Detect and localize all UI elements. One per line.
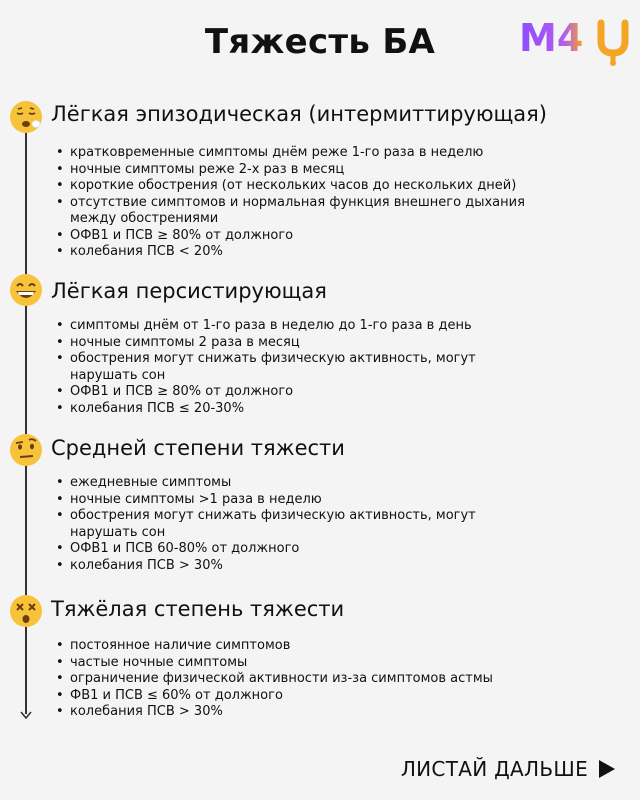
swipe-next-label: ЛИСТАЙ ДАЛЬШЕ	[400, 757, 588, 781]
list-item: • кратковременные симптомы днём реже 1-го раза в неделю	[52, 145, 532, 162]
play-arrow-icon	[598, 759, 616, 779]
section-heading: Средней степени тяжести	[51, 436, 345, 460]
list-item: • короткие обострения (от нескольких часов до нескольких дней)	[52, 178, 532, 195]
page-title: Тяжесть БА	[204, 22, 436, 62]
symptom-list	[52, 318, 532, 417]
list-item: • ОФВ1 и ПСВ ≥ 80% от должного	[52, 228, 532, 245]
list-item: • колебания ПСВ > 30%	[52, 704, 532, 721]
list-item: • ОФВ1 и ПСВ ≥ 80% от должного	[52, 384, 532, 401]
symptom-list	[52, 475, 532, 574]
list-item: • ночные симптомы реже 2-х раз в месяц	[52, 162, 532, 179]
symptom-list	[52, 638, 532, 721]
svg-text:M4: M4	[519, 16, 584, 60]
list-item: • частые ночные симптомы	[52, 655, 532, 672]
timeline-arrow-icon	[20, 708, 32, 720]
grinning-face-icon	[9, 273, 43, 307]
section-heading: Лёгкая эпизодическая (интермиттирующая)	[51, 102, 547, 126]
swipe-next-button[interactable]	[401, 757, 616, 781]
sleepy-face-icon	[9, 100, 43, 134]
list-item: • ОФВ1 и ПСВ 60-80% от должного	[52, 541, 532, 558]
list-item: • ФВ1 и ПСВ ≤ 60% от должного	[52, 688, 532, 705]
symptom-list	[52, 145, 532, 261]
list-item: • обострения могут снижать физическую активность, могут нарушать сон	[52, 351, 532, 384]
section-heading: Тяжёлая степень тяжести	[51, 597, 345, 621]
list-item: • обострения могут снижать физическую активность, могут нарушать сон	[52, 508, 532, 541]
list-item: • ограничение физической активности из-за симптомов астмы	[52, 671, 532, 688]
list-item: • отсутствие симптомов и нормальная функция внешнего дыхания между обострениями	[52, 195, 532, 228]
list-item: • симптомы днём от 1-го раза в неделю до 1-го раза в день	[52, 318, 532, 335]
list-item: • ежедневные симптомы	[52, 475, 532, 492]
section-heading: Лёгкая персистирующая	[51, 279, 327, 303]
dizzy-face-icon	[9, 594, 43, 628]
list-item: • колебания ПСВ > 30%	[52, 558, 532, 575]
list-item: • ночные симптомы >1 раза в неделю	[52, 492, 532, 509]
list-item: • колебания ПСВ < 20%	[52, 244, 532, 261]
m4u-logo	[517, 15, 633, 67]
face-with-raised-eyebrow-icon	[9, 433, 43, 467]
list-item: • постоянное наличие симптомов	[52, 638, 532, 655]
list-item: • колебания ПСВ ≤ 20-30%	[52, 401, 532, 418]
list-item: • ночные симптомы 2 раза в месяц	[52, 335, 532, 352]
